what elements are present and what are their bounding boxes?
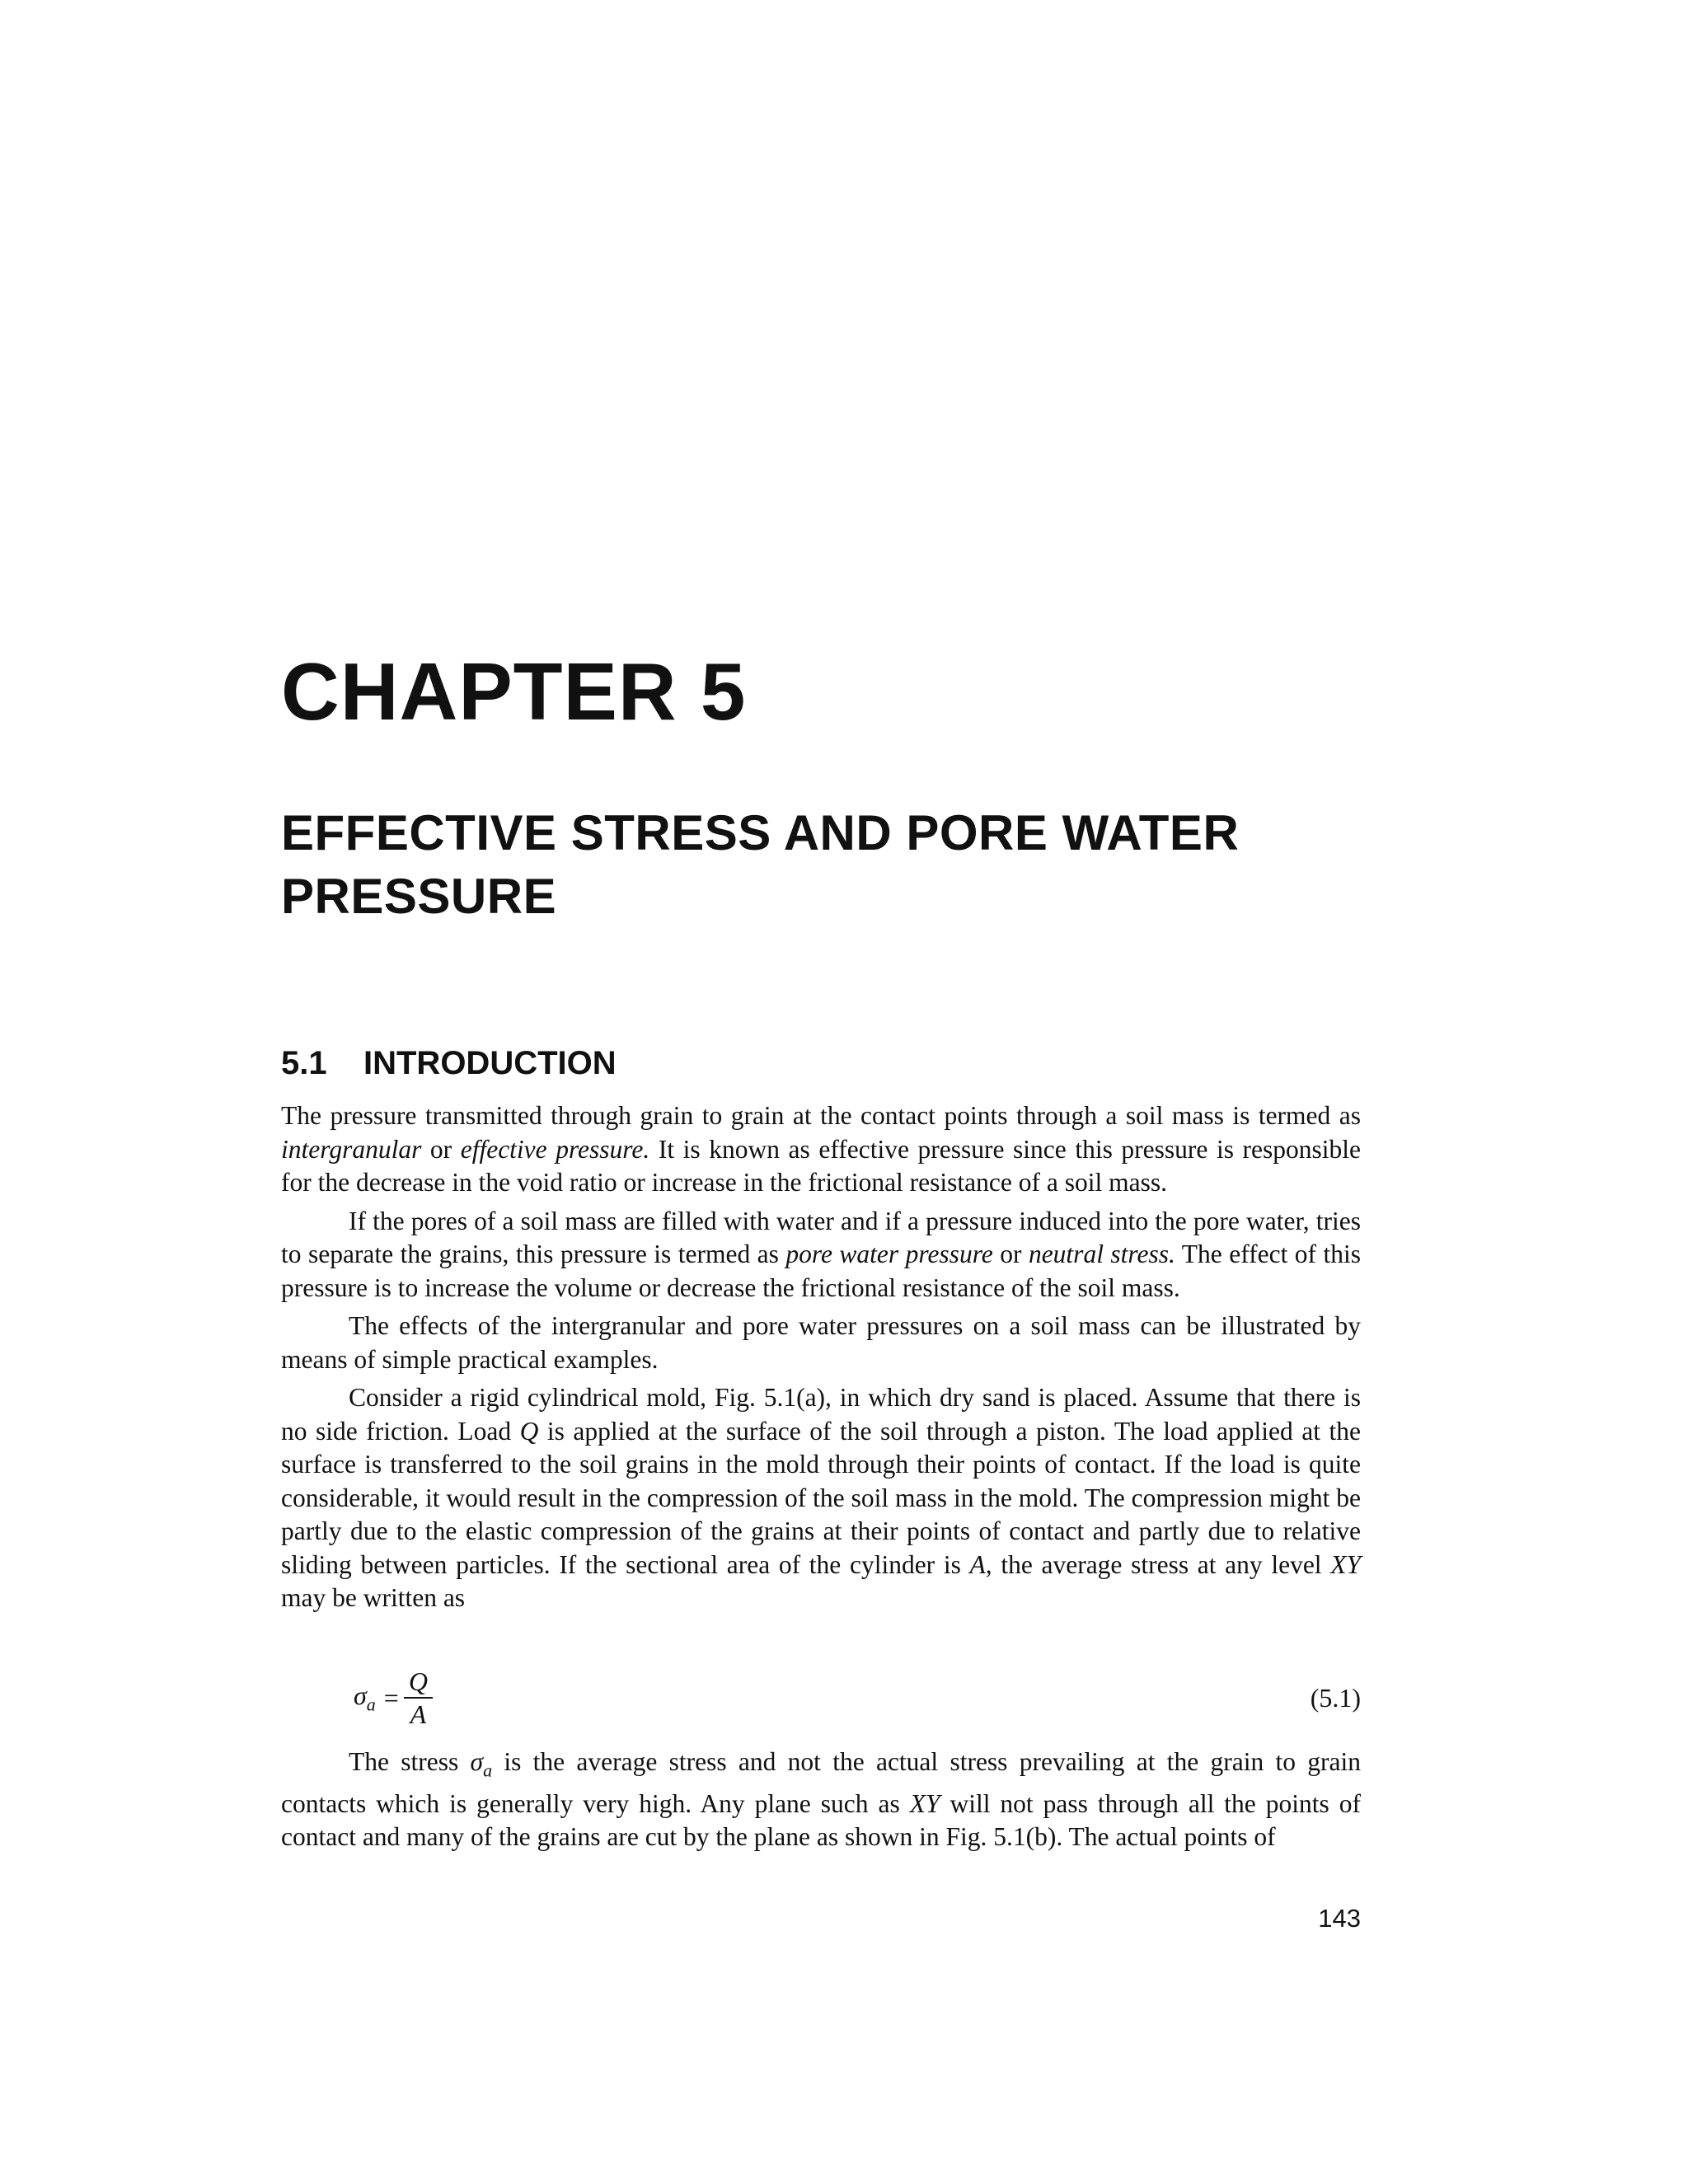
equation-5-1 [281, 1665, 1361, 1731]
intro-body [281, 1099, 1361, 1615]
symbol-a: A [969, 1549, 986, 1579]
term-pore-water-pressure: pore water pressure [785, 1240, 993, 1268]
paragraph-text: , the average stress at any level [985, 1549, 1331, 1579]
inline-sigma [470, 1747, 493, 1781]
term-intergranular: intergranular [281, 1134, 422, 1164]
post-equation-body [281, 1746, 1361, 1854]
fraction-denominator: A [410, 1699, 427, 1729]
symbol-q: Q [519, 1416, 539, 1446]
sigma-symbol: σ [354, 1680, 367, 1710]
paragraph-text: or [992, 1240, 1029, 1268]
paragraph-text: is the average stress and not the actual stress prevailing at the grain to grain contacts which is generally very high. Any plane such as [281, 1747, 1361, 1818]
paragraph-text: The effect of this pressure is to increase the volume or decrease the frictional resistance of the soil mass. [281, 1240, 1362, 1302]
chapter-label: CHAPTER 5 [281, 646, 747, 737]
paragraph-text: may be written as [281, 1583, 466, 1612]
equation-number: (5.1) [1310, 1683, 1361, 1713]
paragraph-text: It is known as effective pressure since this pressure is responsible for the decrease in the void ratio or increase in the frictional resistance of a soil mass. [281, 1134, 1362, 1197]
paragraph-text: The pressure transmitted through grain to grain at the contact points through a soil mass is termed as [281, 1101, 1361, 1130]
equation-lhs [354, 1680, 376, 1715]
paragraph-text: If the pores of a soil mass are filled with water and if a pressure induced into the pore water, tries to separate the grains, this pressure is termed as [281, 1206, 1361, 1268]
paragraph-3: The effects of the intergranular and pore water pressures on a soil mass can be illustrated by means of simple practical examples. [281, 1311, 1361, 1374]
symbol-xy: XY [909, 1788, 940, 1818]
equation-body [354, 1665, 433, 1731]
paragraph-text: or [421, 1134, 461, 1164]
section-heading [281, 1047, 617, 1080]
section-number: 5.1 [281, 1045, 327, 1081]
paragraph-text: is applied at the surface of the soil through a piston. The load applied at the surface is transferred to the soil grains in the mold through their points of contact. If the load is quite considerable, it would result in the compression of the soil mass in the mold. The compression might be partly due to the elastic compression of the grains at their points of contact and partly due to relative sliding between particles. If the sectional area of the cylinder is [281, 1416, 1361, 1579]
chapter-title: EFFECTIVE STRESS AND PORE WATER PRESSURE [281, 805, 1240, 924]
fraction-numerator: Q [404, 1666, 433, 1699]
paragraph-5 [281, 1746, 1361, 1854]
sigma-subscript: a [483, 1760, 493, 1781]
term-neutral-stress: neutral stress. [1028, 1240, 1175, 1268]
symbol-xy: XY [1330, 1549, 1361, 1579]
paragraph-4 [281, 1381, 1361, 1615]
fraction [404, 1666, 433, 1730]
paragraph-1 [281, 1099, 1361, 1200]
paragraph-text: will not pass through all the points of contact and many of the grains are cut by the plane as shown in Fig. 5.1(b). The actual points of [281, 1788, 1361, 1852]
page-number: 143 [1318, 1904, 1361, 1933]
section-title: INTRODUCTION [363, 1045, 617, 1081]
paragraph-text: The stress [349, 1747, 471, 1776]
paragraph-2 [281, 1205, 1361, 1305]
paragraph-text: Consider a rigid cylindrical mold, Fig. 5.1(a), in which dry sand is placed. Assume that there is no side friction. Load [281, 1383, 1361, 1446]
sigma-subscript: a [366, 1694, 376, 1715]
equals-sign: = [383, 1682, 399, 1713]
sigma-symbol: σ [470, 1747, 484, 1776]
term-effective-pressure: effective pressure. [460, 1134, 650, 1164]
